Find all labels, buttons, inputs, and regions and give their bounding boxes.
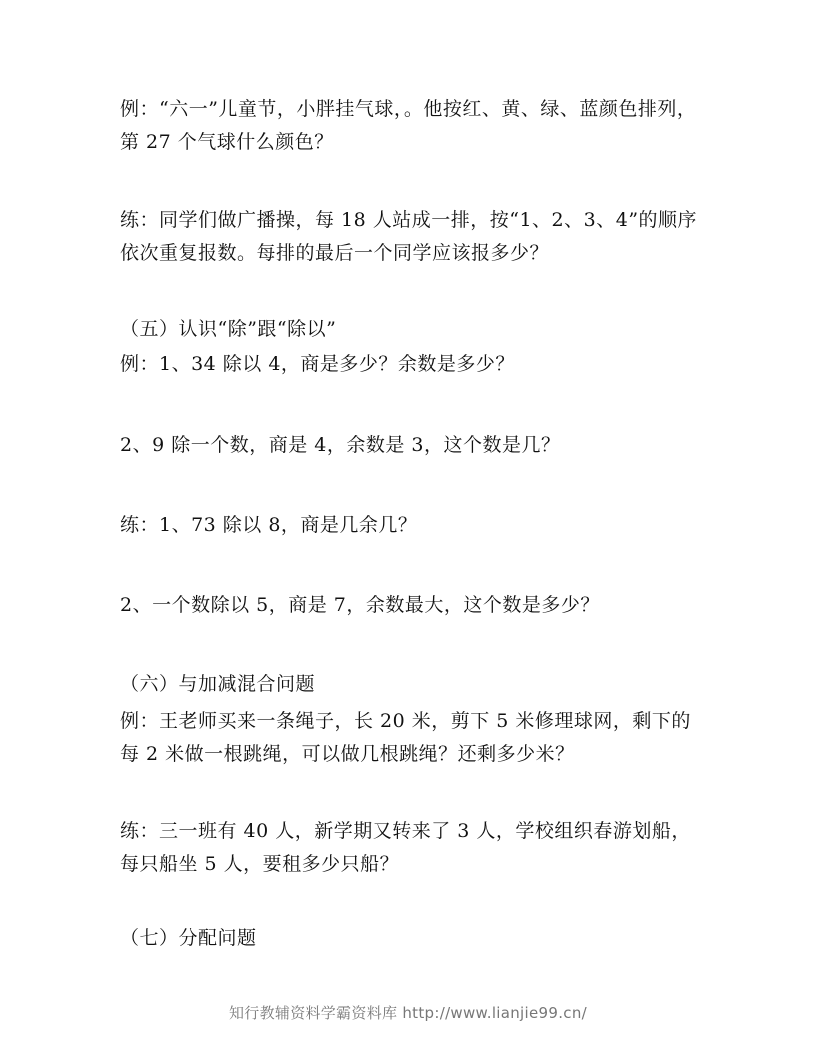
practice-boat-problem: 练：三一班有 40 人，新学期又转来了 3 人，学校组织春游划船，每只船坐 5 人，要租多少只船？ — [120, 820, 691, 875]
example-balloon-problem: 例：“六一”儿童节，小胖挂气球，。他按红、黄、绿、蓝颜色排列，第 27 个气球什么颜色？ — [120, 98, 697, 153]
practice-division-2: 2、一个数除以 5，商是 7，余数最大，这个数是多少？ — [120, 594, 600, 616]
example-division-1: 例：1、34 除以 4，商是多少？余数是多少？ — [120, 353, 515, 375]
section-heading-five: （五）认识“除”跟“除以” — [120, 318, 337, 340]
practice-division-1: 练：1、73 除以 8，商是几余几？ — [120, 514, 418, 536]
practice-exercise-counting: 练：同学们做广播操，每 18 人站成一排，按“1、2、3、4”的顺序依次重复报数。每排的最后一个同学应该报多少？ — [120, 209, 698, 264]
section-heading-six: （六）与加减混合问题 — [120, 673, 316, 695]
page-footer-watermark: 知行教辅资料学霸资料库 http://www.lianjie99.cn/ — [229, 1004, 587, 1022]
example-rope-problem: 例：王老师买来一条绳子，长 20 米，剪下 5 米修理球网，剩下的每 2 米做一根跳绳，可以做几根跳绳？还剩多少米？ — [120, 710, 691, 765]
section-heading-seven: （七）分配问题 — [120, 927, 257, 949]
example-division-2: 2、9 除一个数，商是 4，余数是 3，这个数是几？ — [120, 434, 561, 456]
